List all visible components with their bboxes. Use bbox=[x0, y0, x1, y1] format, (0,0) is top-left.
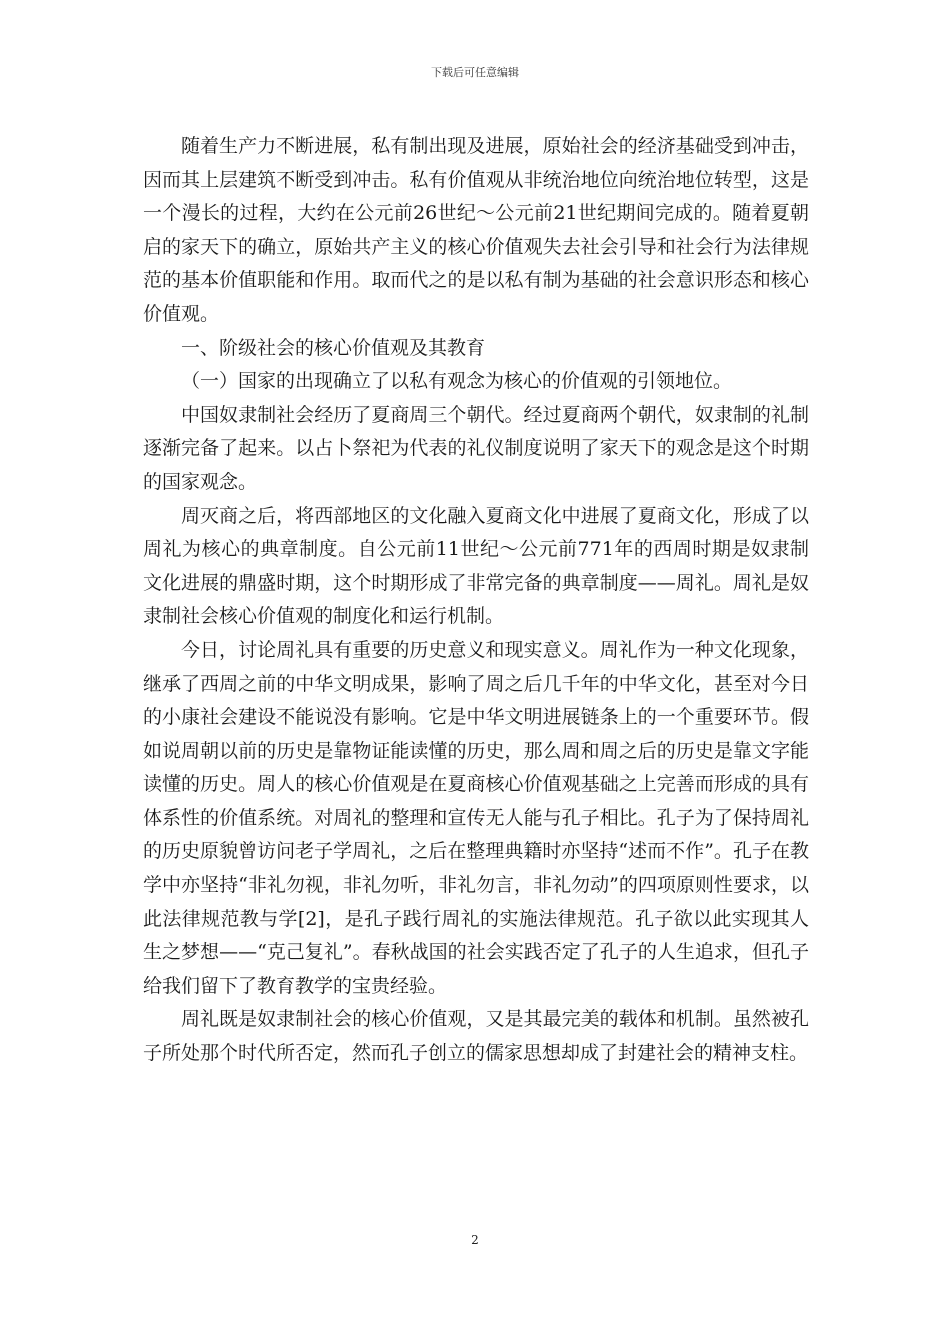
paragraph-zhou-rites-origin: 周灭商之后，将西部地区的文化融入夏商文化中进展了夏商文化，形成了以周礼为核心的典章制度。自公元前11世纪～公元前771年的西周时期是奴隶制文化进展的鼎盛时期，这个时期形成了非常完备的典章制度——周礼。周礼是奴隶制社会核心价值观的制度化和运行机制。 bbox=[143, 504, 809, 628]
page-header-note: 下载后可任意编辑 bbox=[431, 66, 519, 79]
subsection-heading: （一）国家的出现确立了以私有观念为核心的价值观的引领地位。 bbox=[181, 370, 733, 393]
paragraph-zhou-rites-significance: 今日，讨论周礼具有重要的历史意义和现实意义。周礼作为一种文化现象，继承了西周之前的中华文明成果，影响了周之后几千年的中华文化，甚至对今日的小康社会建设不能说没有影响。它是中华文明进展链条上的一个重要环节。假如说周朝以前的历史是靠物证能读懂的历史，那么周和周之后的历史是靠文字能读懂的历史。周人的核心价值观是在夏商核心价值观基础之上完善而形成的具有体系性的价值系统。对周礼的整理和宣传无人能与孔子相比。孔子为了保持周礼的历史原貌曾访问老子学周礼，之后在整理典籍时亦坚持“述而不作”。孔子在教学中亦坚持“非礼勿视，非礼勿听，非礼勿言，非礼勿动”的四项原则性要求，以此法律规范教与学[2]，是孔子践行周礼的实施法律规范。孔子欲以此实现其人生之梦想——“克己复礼”。春秋战国的社会实践否定了孔子的人生追求，但孔子给我们留下了教育教学的宝贵经验。 bbox=[143, 638, 809, 997]
document-body bbox=[143, 130, 809, 1071]
paragraph-slavery-society: 中国奴隶制社会经历了夏商周三个朝代。经过夏商两个朝代，奴隶制的礼制逐渐完备了起来。以占卜祭祀为代表的礼仪制度说明了家天下的观念是这个时期的国家观念。 bbox=[143, 403, 809, 493]
paragraph-intro: 随着生产力不断进展，私有制出现及进展，原始社会的经济基础受到冲击，因而其上层建筑不断受到冲击。私有价值观从非统治地位向统治地位转型，这是一个漫长的过程，大约在公元前26世纪～公元前21世纪期间完成的。随着夏朝启的家天下的确立，原始共产主义的核心价值观失去社会引导和社会行为法律规范的基本价值职能和作用。取而代之的是以私有制为基础的社会意识形态和核心价值观。 bbox=[143, 135, 809, 325]
page-number: 2 bbox=[471, 1233, 479, 1247]
paragraph-zhou-rites-conclusion: 周礼既是奴隶制社会的核心价值观，又是其最完美的载体和机制。虽然被孔子所处那个时代所否定，然而孔子创立的儒家思想却成了封建社会的精神支柱。 bbox=[143, 1008, 809, 1065]
section-heading: 一、阶级社会的核心价值观及其教育 bbox=[181, 336, 486, 359]
